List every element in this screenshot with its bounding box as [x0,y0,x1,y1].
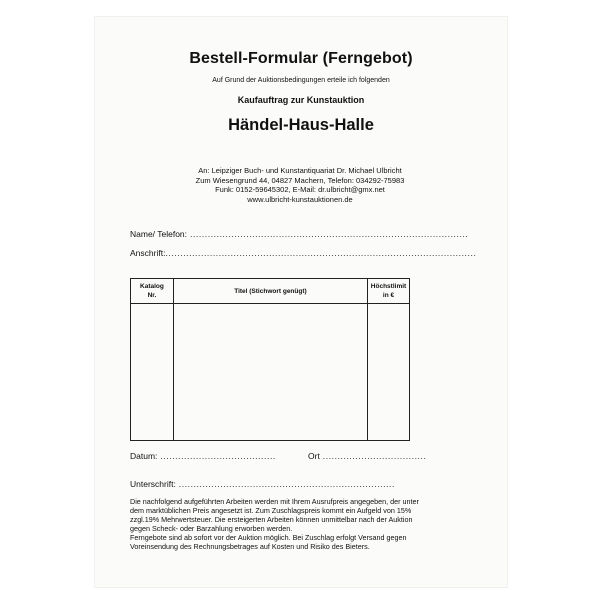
header-currency-label: in € [382,292,395,299]
address-line-2: Zum Wiesengrund 44, 04827 Machern, Telefon: 034292-75983 [195,175,405,185]
place-field[interactable] [308,451,426,461]
place-dots: ................................... [319,451,427,461]
table-header-row [131,279,410,304]
limit-cell[interactable] [368,304,410,441]
title-cell[interactable] [173,304,367,441]
date-dots: ....................................... [157,451,276,461]
header-max-limit [368,279,410,304]
terms-line-6: Voreinsendung des Rechnungsbetrages auf Kosten und Risiko des Bieters. [130,542,370,552]
form-subtitle: Auf Grund der Auktionsbedingungen erteile ich folgenden [212,77,390,84]
header-catalog-number [131,279,174,304]
date-label: Datum: [130,451,158,461]
terms-line-5: Ferngebote sind ab sofort vor der Auktion möglich. Bei Zuschlag erfolgt Versand gegen [130,533,407,543]
terms-line-3: zzgl.19% Mehrwertsteuer. Die ersteigerten Arbeiten können unmittelbar nach der Auktion [130,515,413,525]
catalog-number-cell[interactable] [131,304,174,441]
address-label: Anschrift: [130,248,166,258]
name-phone-dots: .............................................................................................. [187,229,469,239]
header-title [173,279,367,304]
form-title: Bestell-Formular (Ferngebot) [189,50,413,67]
header-limit-label: Höchstlimit [370,283,407,290]
address-dots: ......................................................................................................... [165,248,477,258]
terms-line-4: gegen Scheck- oder Barzahlung erworben werden. [130,524,293,534]
signature-field[interactable] [130,479,395,489]
website-link[interactable]: www.ulbricht-kunstauktionen.de [247,194,353,204]
date-field[interactable] [130,451,276,461]
terms-text [130,497,448,552]
table-row [131,304,410,441]
name-phone-label: Name/ Telefon: [130,229,188,239]
address-line-1: An: Leipziger Buch- und Kunstantiquariat Dr. Michael Ulbricht [198,166,402,175]
terms-line-2: dem marktüblichen Preis angesetzt ist. Zum Zuschlagspreis kommt ein Aufgeld von 15% [130,506,412,516]
terms-line-1: Die nachfolgend aufgeführten Arbeiten werden mit Ihrem Ausrufpreis angegeben, der unter [130,497,419,506]
catalog-table [130,278,410,441]
signature-dots: ......................................................................... [175,479,395,489]
address-line-3: Funk: 0152-59645302, E-Mail: dr.ulbricht@gmx.net [215,185,385,194]
header-title-label: Titel (Stichwort genügt) [234,287,307,295]
venue-title: Händel-Haus-Halle [228,116,374,134]
header-number-label: Nr. [147,292,157,299]
header-catalog-label: Katalog [140,283,164,290]
place-label: Ort [308,451,320,461]
signature-label: Unterschrift: [130,479,176,489]
order-type: Kaufauftrag zur Kunstauktion [237,95,365,105]
name-phone-field[interactable] [130,229,468,239]
address-field[interactable] [130,248,476,258]
